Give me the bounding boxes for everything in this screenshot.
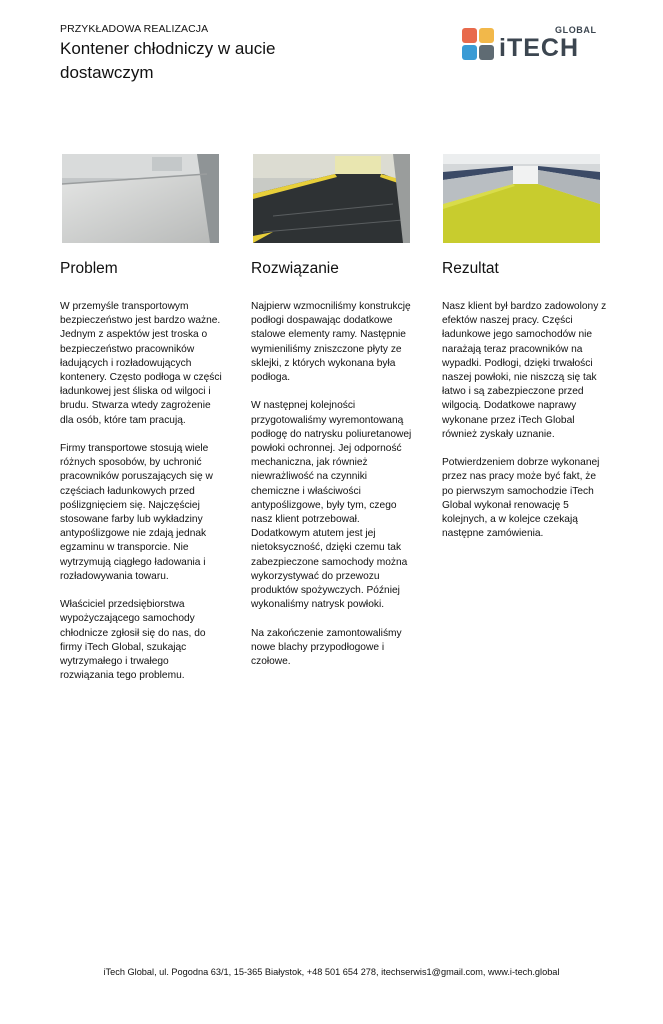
- logo-square-gray: [479, 45, 494, 60]
- paragraph: W następnej kolejności przygotowaliśmy wyremontowaną podłogę do natrysku poliuretanowej powłoki ochronnej. Jej odporność mechaniczna, jak również niewrażliwość na czynniki chemiczne i właściwości antypoślizgowe, były tym, czego nasz klient potrzebował. Dodatkowym atutem jest jej nietoksyczność, dzięki czemu tak zabezpieczone samochody można wykorzystywać do przewozu produktów spożywczych. Później wykonaliśmy natrysk powłoki.: [251, 400, 412, 611]
- itech-global-logo: [462, 25, 602, 67]
- column-result: [442, 300, 607, 556]
- logo-tagline: GLOBAL: [555, 25, 597, 35]
- paragraph: Potwierdzeniem dobrze wykonanej przez nas pracy może być fakt, że po pierwszym samochodzie iTech Global wykonał renowację 5 kolejnych, a w kolejce czekają następne zamówienia.: [442, 457, 600, 540]
- logo-square-orange: [462, 28, 477, 43]
- column-heading-problem: Problem: [60, 260, 118, 277]
- logo-square-blue: [462, 45, 477, 60]
- logo-square-yellow: [479, 28, 494, 43]
- logo-brand: iTECH: [499, 34, 579, 62]
- photo-solution-floor: [253, 154, 410, 243]
- photo-problem-floor: [62, 154, 219, 243]
- page-eyebrow: PRZYKŁADOWA REALIZACJA: [60, 23, 209, 35]
- column-problem: [60, 300, 225, 698]
- paragraph: Na zakończenie zamontowaliśmy nowe blachy przypodłogowe i czołowe.: [251, 627, 402, 668]
- paragraph: Nasz klient był bardzo zadowolony z efektów naszej pracy. Części ładunkowe jego samochodów nie narażają teraz pracowników na wypadki. Podłogi, dzięki trwałości naszej powłoki, nie niszczą się tak łatwo i są zabezpieczone przed wilgocią. Dodatkowe naprawy wykonane przez iTech Global również zyskały uznanie.: [442, 301, 607, 440]
- photo-result-floor: [443, 154, 600, 243]
- paragraph: Firmy transportowe stosują wiele różnych sposobów, by uchronić pracowników poruszających się w częściach ładunkowych przed poślizgnięciem się. Najczęściej stosowane farby lub wykładziny antypoślizgowe nie zdają jednak egzaminu w transporcie. Nie wytrzymują ciągłego ładowania i rozładowywania towaru.: [60, 443, 213, 582]
- column-heading-solution: Rozwiązanie: [251, 260, 339, 277]
- paragraph: Najpierw wzmocniliśmy konstrukcję podłogi dospawając dodatkowe stalowe elementy ramy. Następnie wymieniliśmy zniszczone płyty ze sklejki, z których wykonana była podłoga.: [251, 301, 411, 384]
- paragraph: W przemyśle transportowym bezpieczeństwo jest bardzo ważne. Jednym z aspektów jest troska o bezpieczeństwo pracowników ładujących i rozładowujących kontenery. Często podłoga w części ładunkowej jest śliska od wilgoci i brudu. Stwarza wtedy zagrożenie dla osób, które tam pracują.: [60, 301, 222, 426]
- column-heading-result: Rezultat: [442, 260, 499, 277]
- page-title: Kontener chłodniczy w aucie dostawczym: [60, 39, 276, 82]
- paragraph: Właściciel przedsiębiorstwa wypożyczającego samochody chłodnicze zgłosił się do nas, do firmy iTech Global, szukając wytrzymałego i trwałego rozwiązania tego problemu.: [60, 599, 206, 682]
- column-solution: [251, 300, 416, 683]
- page-footer: iTech Global, ul. Pogodna 63/1, 15-365 Białystok, +48 501 654 278, itechserwis1@gmail.com, www.i-tech.global: [103, 967, 560, 977]
